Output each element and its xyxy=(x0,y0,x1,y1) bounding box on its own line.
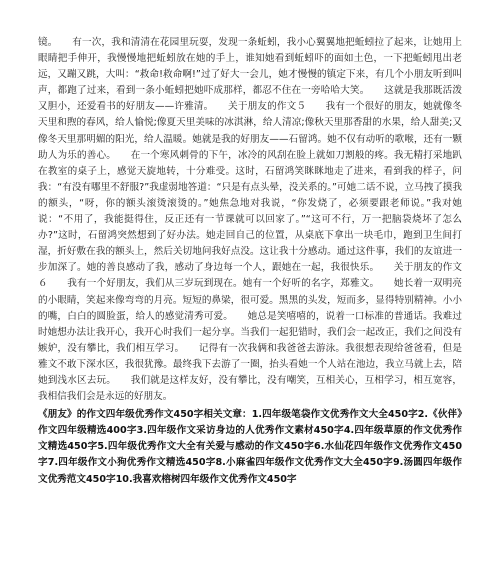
document-page xyxy=(38,35,462,488)
essay-body-text: 镜。 有一次，我和清清在花园里玩耍，发现一条蚯蚓，我小心翼翼地把蚯蚓拉了起来，让她用上眼睛把手伸开，我慢慢地把蚯蚓放在她的手上，谁知她看到蚯蚓吓的面如土色，一下把蚯蚓甩出老远，又蹦又跳，大叫：“救命!救命啊!”过了好大一会儿，她才慢慢的镇定下来，有几个小朋友听到叫声，都跑了过来，看到一条小蚯蚓把她吓成那样，都忍不住在一旁哈哈大笑。 这就是我那既活泼又胆小，还爱看书的好朋友——许雅清。 关于朋友的作文５ 我有一个很好的朋友，她就像冬天里和煦的春风，给人愉悦;像夏天里美味的冰淇淋，给人清凉;像秋天里那香甜的水果，给人甜美;又像冬天里那明媚的阳光，给人温暖。她就是我的好朋友——石留鸿。她不仅有动听的歌喉，还有一颗助人为乐的善心。 在一个寒风刺骨的下午，冰冷的风刮在脸上就如刀割般的疼。我无精打采地趴在教室的桌子上，感觉天旋地转，十分难受。这时，石留鸿笑眯眯地走了进来，看到我的样子，问我：“有没有哪里不舒服?”我虚弱地答道：“只是有点头晕，没关系的。”可她二话不说，立马拽了摸我的额头，“呀，你的额头滚烫滚烫的。”她焦急地对我说，“你发烧了，必须要跟老师说。”我对她说：“不用了，我能挺得住，反正还有一节课就可以回家了。”“这可不行，万一把脑袋烧坏了怎么办?”这时，石留鸿突然想到了好办法。她走回自己的位置，从桌底下拿出一块毛巾，跑到卫生间打湿，折好敷在我的额头上，然后关切地问我好点没。这让我十分感动。通过这件事，我们的友谊进一步加深了。她的善良感动了我，感动了身边每一个人，跟她在一起，我很快乐。 关于朋友的作文６ 我有一个好朋友，我们从三岁玩到现在。她有一个好听的名字，郑雅文。 她长着一双明亮的小眼睛，笑起来像弯弯的月亮。短短的鼻梁，很可爱。黑黑的头发，短而多，显得特别精神。小小的嘴，白白的圆脸蛋，给人的感觉清秀可爱。 她总是笑嘻嘻的，说着一口标准的普通话。我难过时她想办法让我开心，我开心时我们一起分享。当我们一起犯错时，我们会一起改正，我们之间没有嫉妒，没有攀比，我们相互学习。 记得有一次我俩和我爸爸去游泳。我很想表现给爸爸看，但是雅文不敢下深水区，我很犹豫。最终我下去游了一圈，抬头看她一个人站在池边，我立马就上去，陪她到浅水区去玩。 我们就是这样友好，没有攀比，没有嘲笑，互相关心，互相学习，相互宽容，我相信我们会是永远的好朋友。 xyxy=(38,37,462,403)
related-articles-list: 《朋友》的作文四年级优秀作文450字相关文章：1.四年级笔袋作文优秀作文大全450字2.《伙伴》作文四年级精选400字3.四年级作文采访身边的人优秀作文素材450字4.四年级草原的作文优秀作文精选450字5.四年级优秀作文大全有关爱与感动的作文450字6.水仙花四年级作文优秀作文450字7.四年级作文小狗优秀作文精选450字8.小麻雀四年级作文优秀作文大全450字9.汤圆四年级作文优秀范文450字10.我喜欢榕树四年级作文优秀作文450字 xyxy=(38,409,462,485)
